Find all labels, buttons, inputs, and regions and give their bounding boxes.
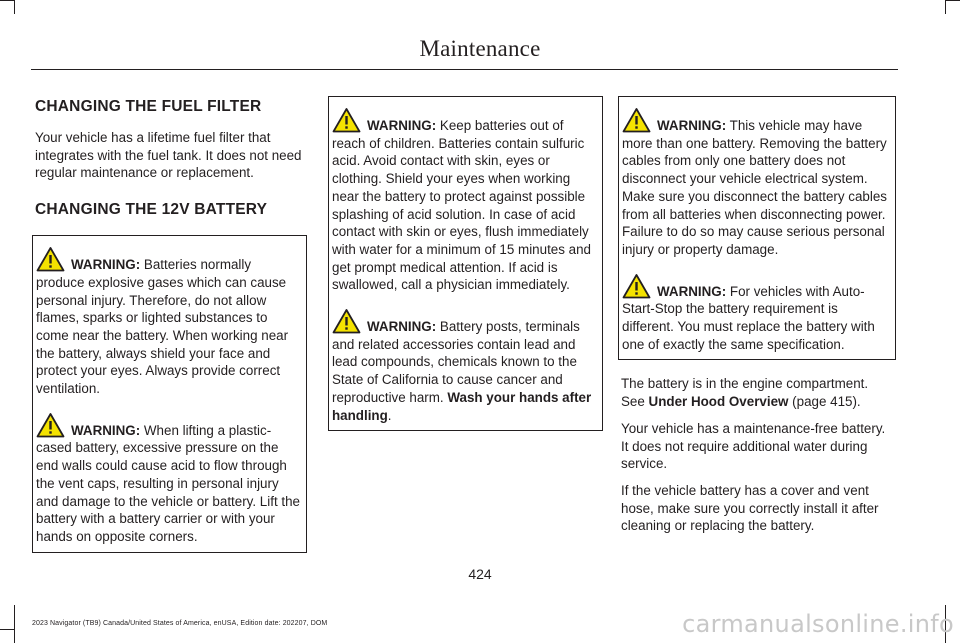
warning-triangle-icon [622, 273, 651, 299]
warning-label: WARNING: [657, 283, 727, 299]
warning-end: . [387, 407, 392, 423]
warning-label: WARNING: [657, 118, 727, 133]
page-title: Maintenance [419, 36, 541, 61]
warning-box [32, 235, 307, 553]
crop-mark [945, 0, 946, 14]
warning-label: WARNING: [367, 118, 437, 133]
header-rule [31, 69, 898, 70]
crop-mark [0, 629, 14, 630]
fuel-filter-paragraph: Your vehicle has a lifetime fuel filter that integrates with the fuel tank. It does not need regular maintenance or replacement. [35, 130, 302, 181]
column-2 [331, 96, 599, 431]
warning-keep-batteries-away [332, 107, 598, 294]
footer-edition-info: 2023 Navigator (TB9) Canada/United States of America, enUSA, Edition date: 202207, DOM [32, 620, 328, 627]
battery-cover-paragraph: If the vehicle battery has a cover and vent hose, make sure you correctly install it after cleaning or replacing the battery. [621, 482, 879, 534]
warning-label: WARNING: [367, 319, 437, 335]
warning-label: WARNING: [71, 422, 141, 438]
warning-text: Keep batteries out of reach of children. Batteries contain sulfuric acid. Avoid contact with skin, eyes or clothing. Shield your eyes when working near the battery to protect against possible splashing of acid solution. In case of acid contact with skin or eyes, flush immediately with water for a minimum of 15 minutes and get prompt medical attention. If acid is swallowed, call a physician immediately. [332, 118, 591, 293]
warning-bold-instruction: Wash your hands after handling [332, 389, 592, 423]
battery-location-text: The battery is in the engine compartment. See [621, 376, 869, 410]
warning-triangle-icon [622, 107, 651, 133]
warning-batteries-explosive [36, 246, 302, 398]
crop-mark [946, 0, 960, 1]
warning-text: For vehicles with Auto-Start-Stop the battery requirement is different. You must replace the battery with one of exactly the same specification. [622, 283, 875, 352]
page-reference: (page 415). [788, 394, 861, 410]
warning-lifting-battery [36, 412, 302, 546]
column-3 [621, 96, 892, 535]
under-hood-overview-link[interactable]: Under Hood Overview [648, 394, 789, 410]
crop-mark [0, 0, 14, 1]
warning-triangle-icon [332, 107, 361, 133]
section-heading-12v-battery: CHANGING THE 12V BATTERY [35, 201, 268, 219]
warning-text: When lifting a plastic-cased battery, excessive pressure on the end walls could cause acid to flow through the vent caps, resulting in personal injury and damage to the vehicle or battery. Lift the battery with a battery carrier or with your hands on opposite corners. [36, 422, 301, 544]
maintenance-free-paragraph: Your vehicle has a maintenance-free battery. It does not require additional water during service. [621, 420, 886, 472]
warning-box [618, 96, 896, 360]
warning-box [328, 96, 603, 431]
warning-triangle-icon [332, 308, 361, 334]
warning-triangle-icon [36, 246, 65, 272]
warning-text: This vehicle may have more than one battery. Removing the battery cables from only one battery does not disconnect your vehicle electrical system. Make sure you disconnect the battery cables from all batteries when disconnecting power. Failure to do so may cause serious personal injury or property damage. [622, 118, 887, 257]
battery-location-paragraph [621, 375, 892, 410]
warning-battery-posts-lead [332, 308, 598, 424]
warning-text: Battery posts, terminals and related accessories contain lead and lead compounds, chemicals known to the State of California to cause cancer and reproductive harm. [332, 319, 580, 405]
column-1 [35, 96, 303, 553]
warning-triangle-icon [36, 412, 65, 438]
warning-auto-start-stop [622, 273, 891, 354]
page-number: 424 [468, 566, 492, 582]
watermark: carmanualsonline.info [682, 610, 954, 638]
section-heading-fuel-filter: CHANGING THE FUEL FILTER [35, 98, 262, 115]
crop-mark [14, 605, 15, 643]
warning-label: WARNING: [71, 257, 141, 273]
warning-text: Batteries normally produce explosive gases which can cause personal injury. Therefore, do not allow flames, sparks or lighted substances to come near the battery. When working near the battery, always shield your face and protect your eyes. Always provide correct ventilation. [36, 257, 289, 397]
warning-multiple-batteries [622, 107, 891, 259]
crop-mark [14, 0, 15, 14]
